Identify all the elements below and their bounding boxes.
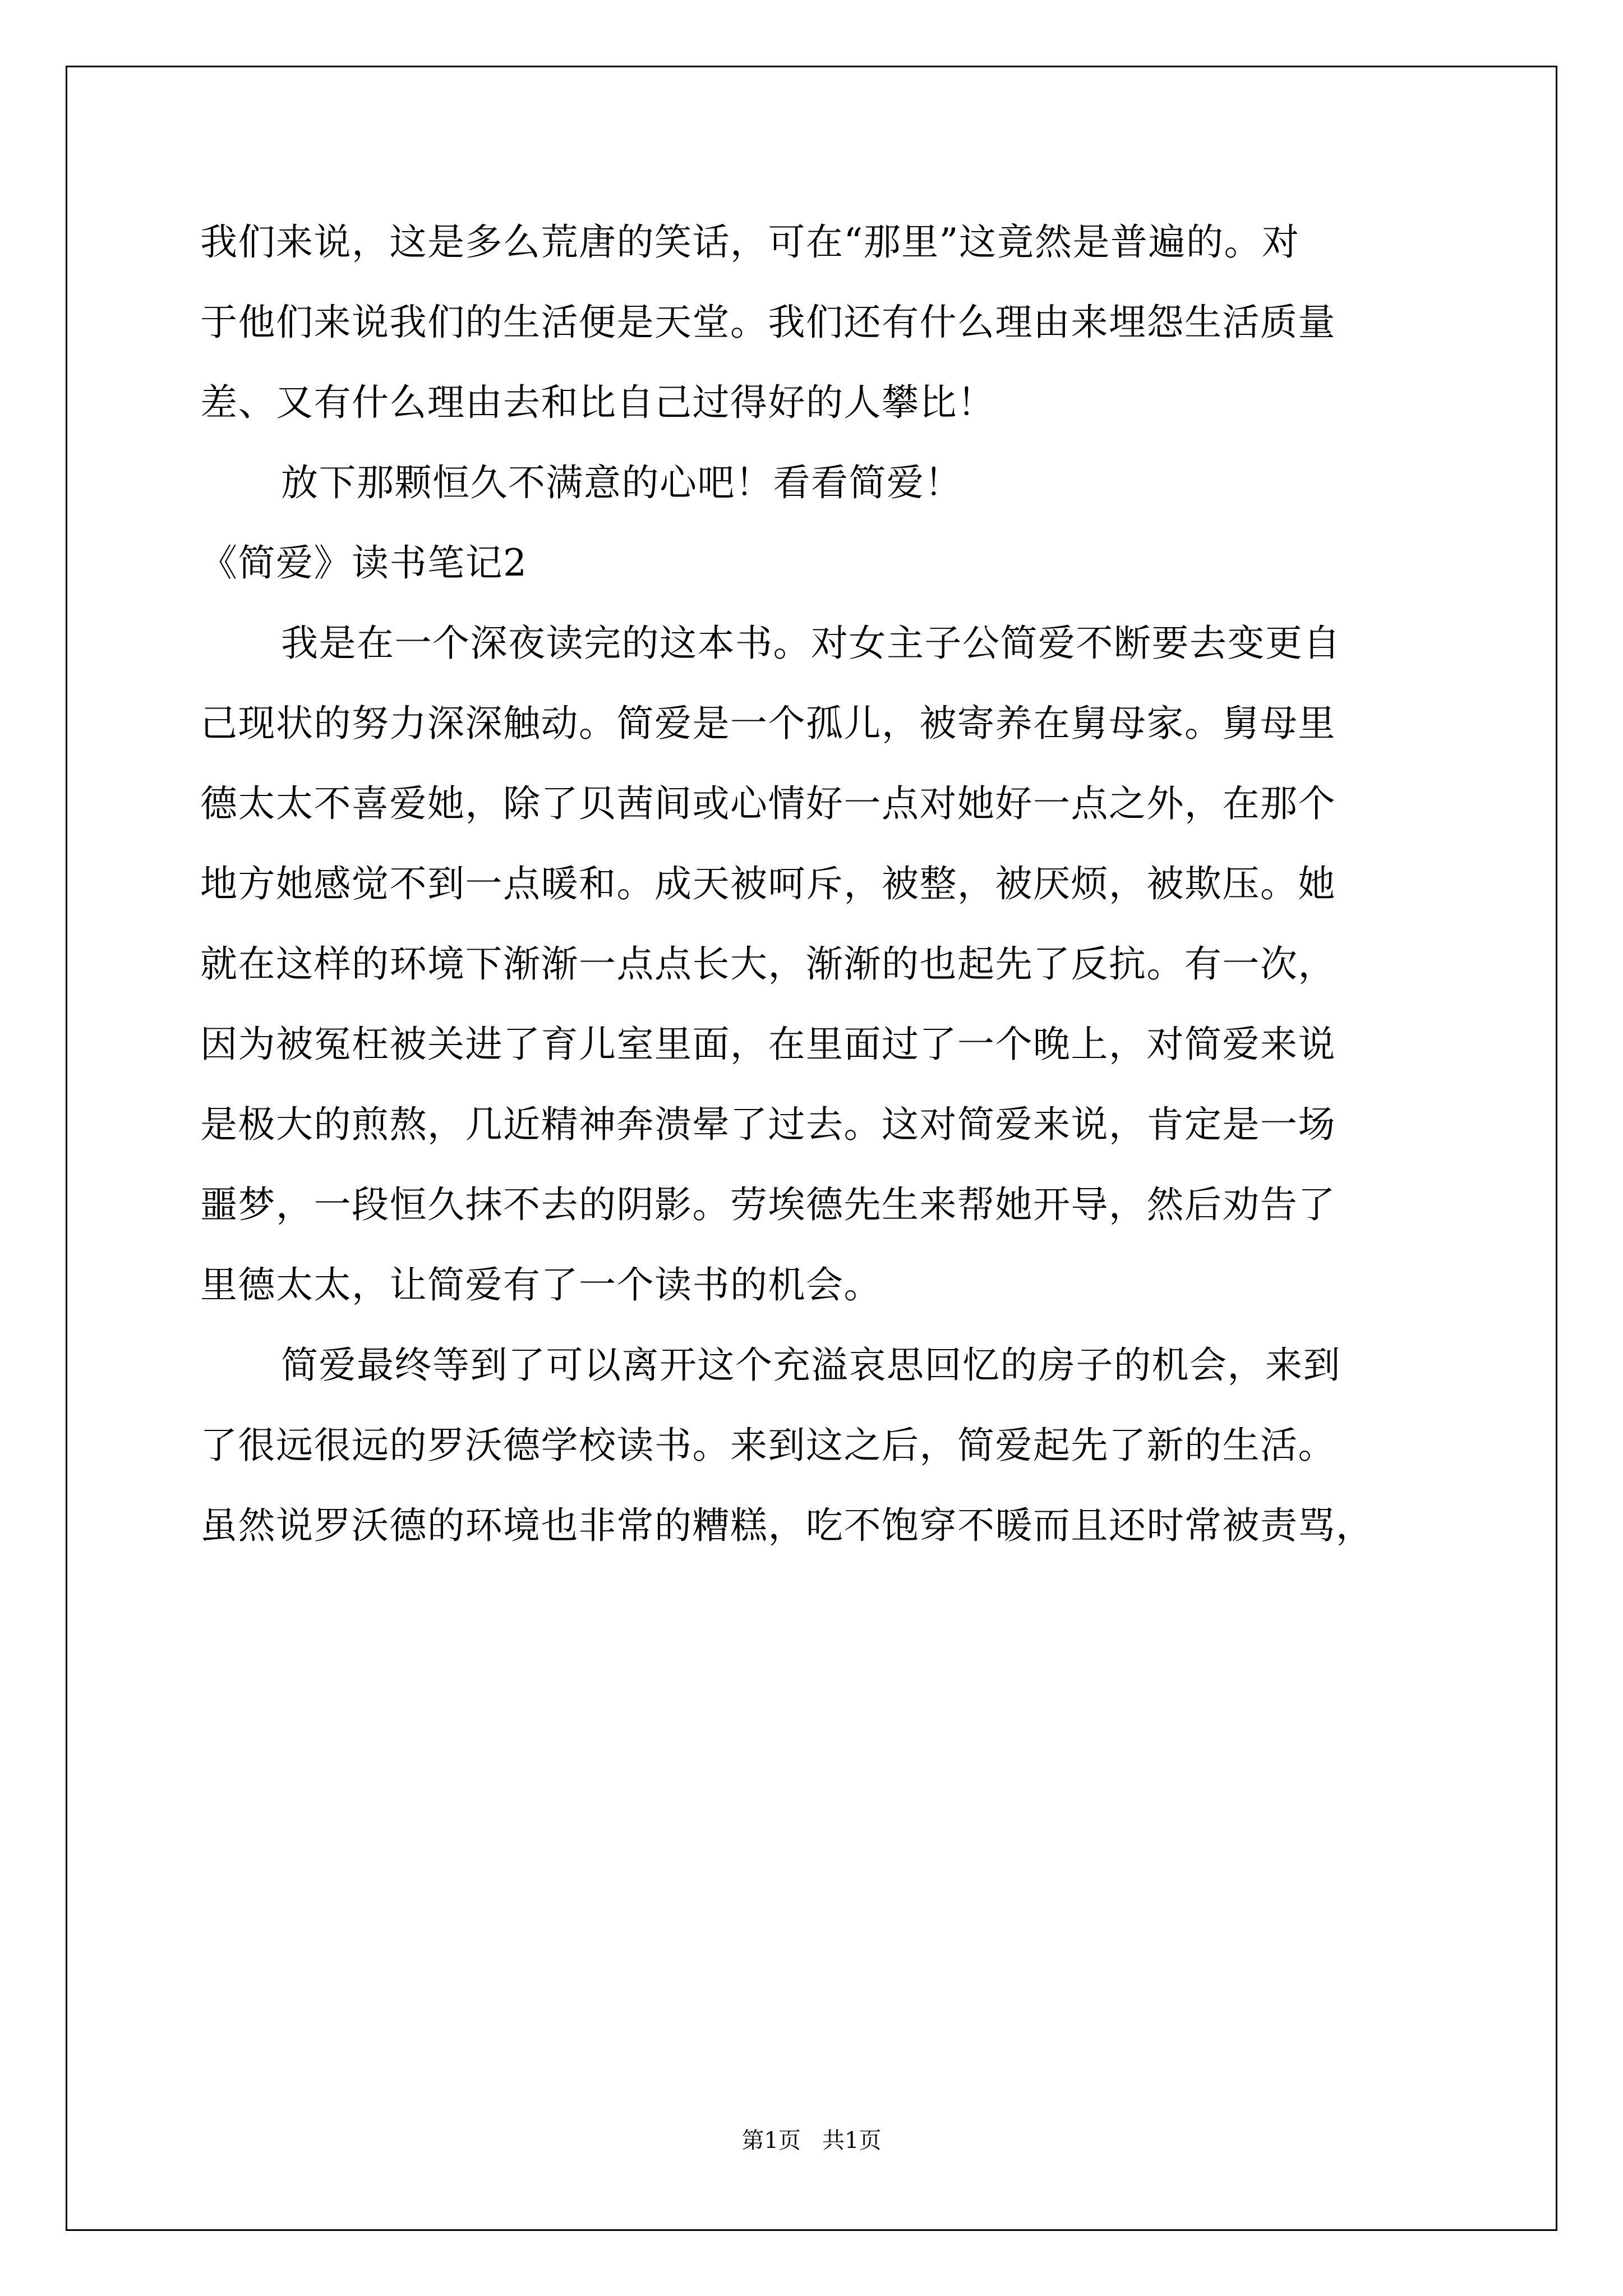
text-line: 我们来说，这是多么荒唐的笑话，可在“那里”这竟然是普遍的。对 — [200, 220, 1300, 264]
section-heading: 《简爱》读书笔记2 — [200, 541, 528, 585]
text-line: 地方她感觉不到一点暖和。成天被呵斥，被整，被厌烦，被欺压。她 — [200, 862, 1336, 905]
text-line: 噩梦，一段恒久抹不去的阴影。劳埃德先生来帮她开导，然后劝告了 — [200, 1183, 1336, 1226]
text-line: 于他们来说我们的生活便是天堂。我们还有什么理由来埋怨生活质量 — [200, 301, 1336, 344]
text-line: 虽然说罗沃德的环境也非常的糟糕，吃不饱穿不暖而且还时常被责骂， — [200, 1504, 1374, 1547]
page-footer: 第1页 共1页 — [741, 2128, 882, 2154]
text-line: 因为被冤枉被关进了育儿室里面，在里面过了一个晚上，对简爱来说 — [200, 1023, 1336, 1066]
text-line: 就在这样的环境下渐渐一点点长大，渐渐的也起先了反抗。有一次， — [200, 942, 1336, 986]
text-line: 己现状的努力深深触动。简爱是一个孤儿，被寄养在舅母家。舅母里 — [200, 702, 1336, 745]
text-line: 差、又有什么理由去和比自己过得好的人攀比！ — [200, 381, 995, 424]
text-line: 德太太不喜爱她，除了贝茜间或心情好一点对她好一点之外，在那个 — [200, 782, 1336, 825]
text-line: 了很远很远的罗沃德学校读书。来到这之后，简爱起先了新的生活。 — [200, 1424, 1336, 1467]
paragraph-start-line: 我是在一个深夜读完的这本书。对女主子公简爱不断要去变更自 — [281, 622, 1341, 665]
paragraph-start-line: 简爱最终等到了可以离开这个充溢哀思回忆的房子的机会，来到 — [281, 1343, 1341, 1387]
text-line: 里德太太，让简爱有了一个读书的机会。 — [200, 1263, 882, 1306]
paragraph-start-line: 放下那颗恒久不满意的心吧！看看简爱！ — [281, 461, 962, 504]
text-line: 是极大的煎熬，几近精神奔溃晕了过去。这对简爱来说，肯定是一场 — [200, 1103, 1336, 1146]
